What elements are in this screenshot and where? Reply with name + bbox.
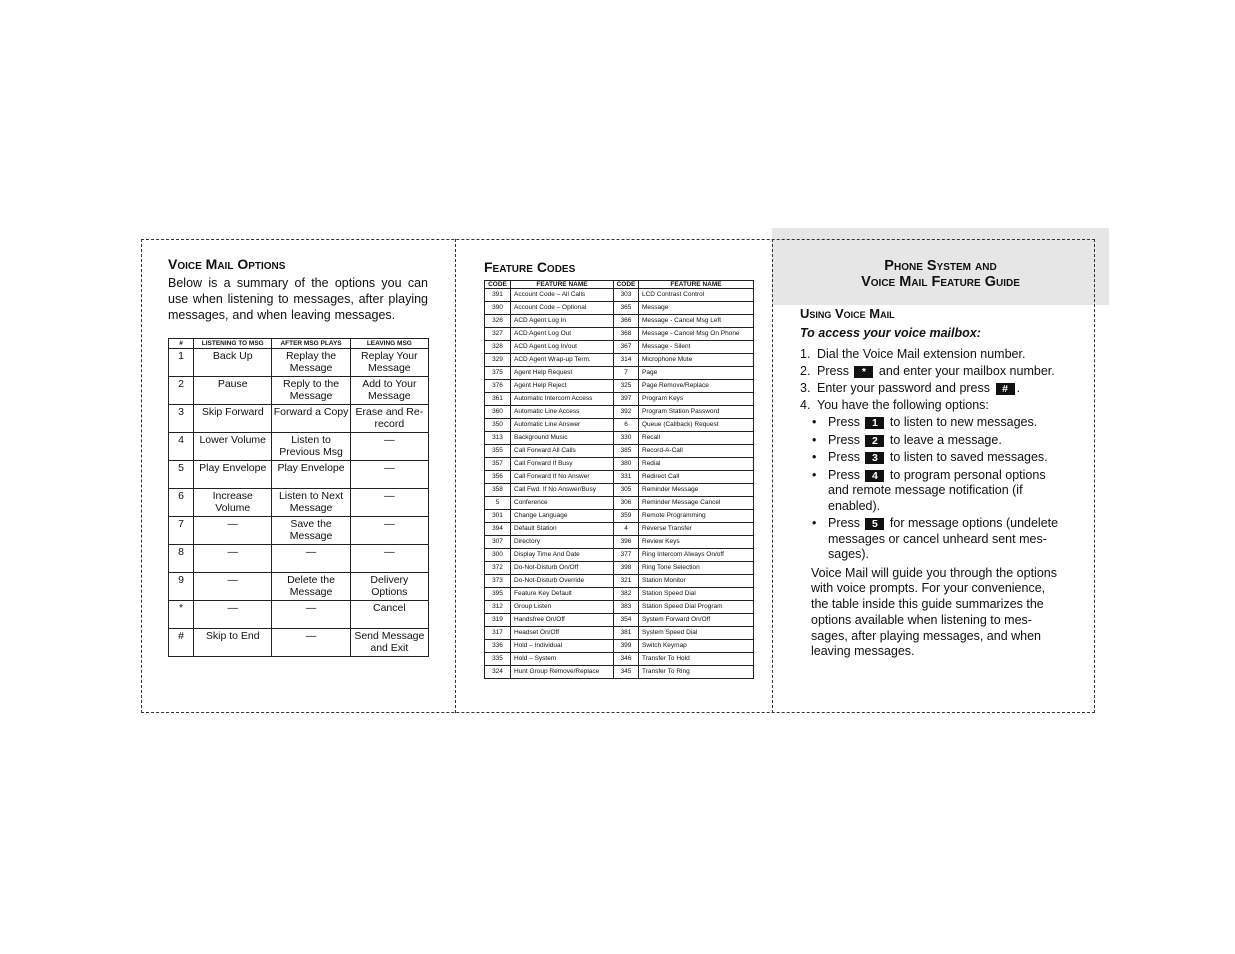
table-row: [169, 377, 429, 405]
feature-code-cell: 380: [614, 458, 639, 471]
feature-name-cell: Ring Tone Selection: [639, 562, 754, 575]
feature-code-cell: 327: [485, 328, 511, 341]
table-row: [169, 461, 429, 489]
feature-code-cell: 7: [614, 367, 639, 380]
table-row: [485, 536, 754, 549]
feature-name-cell: Headset On/Off: [511, 627, 614, 640]
table-row: [485, 640, 754, 653]
feature-code-cell: 329: [485, 354, 511, 367]
feature-codes-table: [484, 280, 754, 679]
feature-name-cell: Call Forward All Calls: [511, 445, 614, 458]
vm-option-cell: —: [350, 489, 428, 517]
table-row: [485, 510, 754, 523]
table-row: [485, 367, 754, 380]
feature-code-cell: 300: [485, 549, 511, 562]
feature-code-cell: 391: [485, 289, 511, 302]
feature-code-cell: 377: [614, 549, 639, 562]
fold-line-right: [772, 239, 773, 713]
feature-name-cell: Automatic Line Access: [511, 406, 614, 419]
feature-code-cell: 321: [614, 575, 639, 588]
step-2-text-b: and enter your mailbox number.: [878, 364, 1055, 378]
table-row: [485, 302, 754, 315]
feature-name-cell: Transfer To Ring: [639, 666, 754, 679]
feature-code-cell: 356: [485, 471, 511, 484]
feature-name-cell: ACD Agent Log In/out: [511, 341, 614, 354]
vm-option-cell: —: [194, 601, 272, 629]
feature-name-cell: Message - Cancel Msg Left: [639, 315, 754, 328]
feature-code-cell: 335: [485, 653, 511, 666]
table-row: [485, 406, 754, 419]
vm-option-cell: Skip to End: [194, 629, 272, 657]
feature-name-cell: System Speed Dial: [639, 627, 754, 640]
cover-title-line1: Phone System and: [884, 258, 997, 274]
feature-name-cell: Group Listen: [511, 601, 614, 614]
voice-mail-options-title: Voice Mail Options: [168, 256, 286, 272]
feature-code-cell: 6: [614, 419, 639, 432]
step-3-text-a: Enter your password and press: [817, 381, 991, 395]
feature-name-cell: Change Language: [511, 510, 614, 523]
vm-option-cell: Erase and Re-record: [350, 405, 428, 433]
feature-code-cell: 390: [485, 302, 511, 315]
feature-name-cell: ACD Agent Log Out: [511, 328, 614, 341]
pound-key-icon: #: [996, 383, 1015, 395]
table-row: [169, 405, 429, 433]
vm-key-cell: #: [169, 629, 194, 657]
step-1: 1. Dial the Voice Mail extension number.: [800, 347, 1026, 361]
vm-key-cell: 6: [169, 489, 194, 517]
vm-key-cell: 4: [169, 433, 194, 461]
option-item: • Press 1 to listen to new messages.: [812, 415, 1038, 429]
vm-option-cell: —: [272, 601, 350, 629]
feature-name-cell: Directory: [511, 536, 614, 549]
option-item: • Press 4 to program personal options and remote message notification (if enabled).: [812, 467, 1046, 513]
feature-name-cell: Station Monitor: [639, 575, 754, 588]
vm-key-cell: 3: [169, 405, 194, 433]
using-voice-mail-section: [800, 306, 1065, 660]
feature-code-cell: 346: [614, 653, 639, 666]
vm-option-cell: Play Envelope: [194, 461, 272, 489]
feature-code-cell: 381: [614, 627, 639, 640]
step-3-text-b: .: [1016, 381, 1020, 395]
option-item: • Press 5 for message options (undelete messages or cancel unheard sent mes-sages).: [812, 516, 1059, 561]
feature-code-cell: 397: [614, 393, 639, 406]
feature-name-cell: Transfer To Hold: [639, 653, 754, 666]
table-row: [169, 433, 429, 461]
vm-column-header: AFTER MSG PLAYS: [272, 339, 350, 349]
option-item: • Press 3 to listen to saved messages.: [812, 450, 1048, 464]
feature-code-cell: 5: [485, 497, 511, 510]
step-2: 2. Press * and enter your mailbox number.: [800, 364, 1055, 378]
option-press-text: Press: [828, 415, 860, 429]
vm-option-cell: Cancel: [350, 601, 428, 629]
feature-code-cell: 326: [485, 315, 511, 328]
vm-option-cell: —: [350, 433, 428, 461]
vm-option-cell: Reply to the Message: [272, 377, 350, 405]
feature-name-cell: Ring Intercom Always On/off: [639, 549, 754, 562]
table-row: [485, 393, 754, 406]
vm-option-cell: Skip Forward: [194, 405, 272, 433]
feature-code-cell: 325: [614, 380, 639, 393]
option-description: to listen to new messages.: [889, 415, 1038, 429]
feature-name-cell: Reminder Message Cancel: [639, 497, 754, 510]
feature-name-cell: Handsfree On/Off: [511, 614, 614, 627]
feature-name-cell: Message: [639, 302, 754, 315]
feature-code-cell: 396: [614, 536, 639, 549]
fc-column-header: CODE: [614, 281, 639, 289]
options-list: [800, 415, 1065, 563]
feature-code-cell: 382: [614, 588, 639, 601]
feature-code-cell: 305: [614, 484, 639, 497]
vm-option-cell: —: [272, 629, 350, 657]
table-row: [485, 289, 754, 302]
feature-code-cell: 313: [485, 432, 511, 445]
vm-option-cell: —: [272, 545, 350, 573]
table-row: [485, 627, 754, 640]
table-row: [169, 601, 429, 629]
feature-name-cell: Feature Key Default: [511, 588, 614, 601]
table-row: [169, 489, 429, 517]
feature-code-cell: 392: [614, 406, 639, 419]
table-row: [485, 315, 754, 328]
access-mailbox-subtitle: To access your voice mailbox:: [800, 326, 981, 340]
fc-column-header: CODE: [485, 281, 511, 289]
vm-key-cell: 2: [169, 377, 194, 405]
feature-name-cell: Account Code – All Calls: [511, 289, 614, 302]
feature-name-cell: Automatic Line Answer: [511, 419, 614, 432]
feature-name-cell: Page Remove/Replace: [639, 380, 754, 393]
table-row: [485, 601, 754, 614]
option-press-text: Press: [828, 450, 860, 464]
option-press-text: Press: [828, 432, 860, 447]
table-row: [485, 523, 754, 536]
feature-name-cell: Hold – System: [511, 653, 614, 666]
feature-code-cell: 375: [485, 367, 511, 380]
feature-name-cell: Hold – Individual: [511, 640, 614, 653]
feature-name-cell: Page: [639, 367, 754, 380]
feature-name-cell: Station Speed Dial: [639, 588, 754, 601]
option-description: for message options (undelete messages or cancel unheard sent mes-sages).: [828, 516, 1059, 561]
feature-code-cell: 345: [614, 666, 639, 679]
key-5-icon: 5: [865, 518, 884, 530]
option-description: to listen to saved messages.: [889, 450, 1048, 464]
table-row: [485, 445, 754, 458]
step-4-text: You have the following options:: [817, 398, 989, 412]
feature-code-cell: 317: [485, 627, 511, 640]
feature-code-cell: 368: [614, 328, 639, 341]
feature-name-cell: Automatic Intercom Access: [511, 393, 614, 406]
vm-option-cell: Back Up: [194, 349, 272, 377]
vm-key-cell: 1: [169, 349, 194, 377]
feature-code-cell: 312: [485, 601, 511, 614]
feature-name-cell: Agent Help Request: [511, 367, 614, 380]
vm-option-cell: Increase Volume: [194, 489, 272, 517]
access-steps-list: [800, 346, 1065, 563]
feature-name-cell: Program Keys: [639, 393, 754, 406]
feature-code-cell: 367: [614, 341, 639, 354]
vm-option-cell: —: [350, 545, 428, 573]
feature-code-cell: 301: [485, 510, 511, 523]
vm-option-cell: Send Message and Exit: [350, 629, 428, 657]
feature-name-cell: ACD Agent Wrap-up Term.: [511, 354, 614, 367]
vm-option-cell: Delivery Options: [350, 573, 428, 601]
table-row: [485, 484, 754, 497]
option-press-text: Press: [828, 516, 860, 530]
feature-name-cell: Review Keys: [639, 536, 754, 549]
feature-code-cell: 395: [485, 588, 511, 601]
vm-option-cell: —: [350, 517, 428, 545]
vm-key-cell: *: [169, 601, 194, 629]
feature-code-cell: 331: [614, 471, 639, 484]
key-1-icon: 1: [865, 417, 884, 429]
feature-name-cell: Call Forward If Busy: [511, 458, 614, 471]
feature-code-cell: 336: [485, 640, 511, 653]
feature-code-cell: 365: [614, 302, 639, 315]
vm-option-cell: —: [194, 545, 272, 573]
feature-name-cell: Remote Programming: [639, 510, 754, 523]
feature-name-cell: Do-Not-Disturb On/Off: [511, 562, 614, 575]
table-row: [169, 349, 429, 377]
fc-column-header: FEATURE NAME: [511, 281, 614, 289]
feature-name-cell: Background Music: [511, 432, 614, 445]
feature-code-cell: 372: [485, 562, 511, 575]
cover-title: [772, 258, 1109, 290]
voice-mail-options-section: [168, 256, 428, 323]
feature-code-cell: 350: [485, 419, 511, 432]
table-row: [169, 573, 429, 601]
vm-key-cell: 7: [169, 517, 194, 545]
key-4-icon: 4: [865, 470, 884, 482]
option-description: to program personal options and remote message notification (if enabled).: [828, 467, 1046, 513]
feature-name-cell: Call Fwd. If No Answer/Busy: [511, 484, 614, 497]
vm-key-cell: 8: [169, 545, 194, 573]
feature-code-cell: 357: [485, 458, 511, 471]
feature-name-cell: Recall: [639, 432, 754, 445]
feature-code-cell: 376: [485, 380, 511, 393]
vm-option-cell: Listen to Previous Msg: [272, 433, 350, 461]
vm-option-cell: Listen to Next Message: [272, 489, 350, 517]
feature-code-cell: 383: [614, 601, 639, 614]
vm-option-cell: Lower Volume: [194, 433, 272, 461]
table-row: [485, 588, 754, 601]
vm-column-header: LISTENING TO MSG: [194, 339, 272, 349]
feature-code-cell: 303: [614, 289, 639, 302]
vm-option-cell: Add to Your Message: [350, 377, 428, 405]
star-key-icon: *: [854, 366, 873, 378]
feature-name-cell: Account Code – Optional: [511, 302, 614, 315]
vm-option-cell: —: [194, 573, 272, 601]
feature-code-cell: 398: [614, 562, 639, 575]
option-description: to leave a message.: [889, 432, 1002, 447]
feature-code-cell: 330: [614, 432, 639, 445]
feature-name-cell: Microphone Mute: [639, 354, 754, 367]
feature-name-cell: Message - Cancel Msg On Phone: [639, 328, 754, 341]
voice-mail-options-intro: Below is a summary of the options you can use when listening to messages, after playing messages, and when leaving messages.: [168, 276, 428, 322]
feature-code-cell: 360: [485, 406, 511, 419]
table-row: [485, 341, 754, 354]
vm-option-cell: —: [350, 461, 428, 489]
feature-name-cell: Call Forward If No Answer: [511, 471, 614, 484]
vm-option-cell: Forward a Copy: [272, 405, 350, 433]
step-2-text-a: Press: [817, 364, 849, 378]
feature-code-cell: 306: [614, 497, 639, 510]
vm-option-cell: Save the Message: [272, 517, 350, 545]
feature-name-cell: Reverse Transfer: [639, 523, 754, 536]
feature-name-cell: Reminder Message: [639, 484, 754, 497]
feature-name-cell: Conference: [511, 497, 614, 510]
feature-code-cell: 359: [614, 510, 639, 523]
feature-code-cell: 307: [485, 536, 511, 549]
table-row: [169, 545, 429, 573]
table-row: [485, 432, 754, 445]
table-row: [485, 562, 754, 575]
step-1-text: Dial the Voice Mail extension number.: [817, 347, 1026, 361]
vm-option-cell: Replay the Message: [272, 349, 350, 377]
table-row: [485, 614, 754, 627]
vm-key-cell: 9: [169, 573, 194, 601]
table-row: [485, 458, 754, 471]
feature-name-cell: Queue (Callback) Request: [639, 419, 754, 432]
vm-option-cell: Replay Your Message: [350, 349, 428, 377]
using-voice-mail-title: Using Voice Mail: [800, 306, 895, 321]
feature-code-cell: 328: [485, 341, 511, 354]
feature-code-cell: 314: [614, 354, 639, 367]
table-row: [485, 471, 754, 484]
table-row: [485, 653, 754, 666]
fold-line-left: [455, 239, 456, 713]
feature-name-cell: Hunt Group Remove/Replace: [511, 666, 614, 679]
feature-code-cell: 366: [614, 315, 639, 328]
table-row: [485, 419, 754, 432]
feature-code-cell: 373: [485, 575, 511, 588]
key-3-icon: 3: [865, 452, 884, 464]
feature-name-cell: Do-Not-Disturb Override: [511, 575, 614, 588]
feature-code-cell: 319: [485, 614, 511, 627]
feature-name-cell: Redial: [639, 458, 754, 471]
voice-mail-options-table: [168, 338, 429, 657]
table-row: [485, 354, 754, 367]
feature-code-cell: 355: [485, 445, 511, 458]
feature-name-cell: Display Time And Date: [511, 549, 614, 562]
table-row: [485, 666, 754, 679]
vm-option-cell: —: [194, 517, 272, 545]
feature-name-cell: Record-A-Call: [639, 445, 754, 458]
table-row: [485, 497, 754, 510]
table-row: [485, 380, 754, 393]
vm-key-cell: 5: [169, 461, 194, 489]
vm-option-cell: Play Envelope: [272, 461, 350, 489]
vm-option-cell: Delete the Message: [272, 573, 350, 601]
feature-name-cell: Redirect Call: [639, 471, 754, 484]
table-row: [485, 575, 754, 588]
feature-name-cell: Program Station Password: [639, 406, 754, 419]
table-row: [485, 328, 754, 341]
option-item: • Press 2 to leave a message.: [812, 432, 1002, 447]
feature-name-cell: LCD Contrast Control: [639, 289, 754, 302]
feature-code-cell: 394: [485, 523, 511, 536]
vm-column-header: #: [169, 339, 194, 349]
step-3: 3. Enter your password and press # .: [800, 381, 1020, 395]
feature-name-cell: Default Station: [511, 523, 614, 536]
feature-name-cell: Message - Silent: [639, 341, 754, 354]
feature-code-cell: 358: [485, 484, 511, 497]
cover-title-line2: Voice Mail Feature Guide: [861, 274, 1020, 290]
fc-column-header: FEATURE NAME: [639, 281, 754, 289]
vm-column-header: LEAVING MSG: [350, 339, 428, 349]
option-press-text: Press: [828, 467, 860, 482]
feature-name-cell: Agent Help Reject: [511, 380, 614, 393]
feature-code-cell: 361: [485, 393, 511, 406]
feature-code-cell: 324: [485, 666, 511, 679]
vm-option-cell: Pause: [194, 377, 272, 405]
closing-paragraph: Voice Mail will guide you through the options with voice prompts. For your convenience, the table inside this guide summarizes the options available when listening to mes-sages, after playing messages, and when leaving messages.: [811, 565, 1057, 659]
feature-code-cell: 399: [614, 640, 639, 653]
step-4: 4. You have the following options: • Press 1 to listen to new messages. • Press 2 to leave a message. • Press 3 to listen to saved messages. • Press 4 to program personal options and remote message notification (if enabled). • Press 5 for message options (undelete messages or cancel unheard sent mes-sages).: [800, 397, 1065, 563]
feature-name-cell: Station Speed Dial Program: [639, 601, 754, 614]
feature-name-cell: ACD Agent Log In: [511, 315, 614, 328]
feature-name-cell: Switch Keymap: [639, 640, 754, 653]
feature-code-cell: 385: [614, 445, 639, 458]
feature-code-cell: 354: [614, 614, 639, 627]
table-row: [169, 629, 429, 657]
table-row: [169, 517, 429, 545]
feature-name-cell: System Forward On/Off: [639, 614, 754, 627]
table-row: [485, 549, 754, 562]
key-2-icon: 2: [865, 435, 884, 447]
feature-codes-title: Feature Codes: [484, 259, 576, 275]
feature-code-cell: 4: [614, 523, 639, 536]
